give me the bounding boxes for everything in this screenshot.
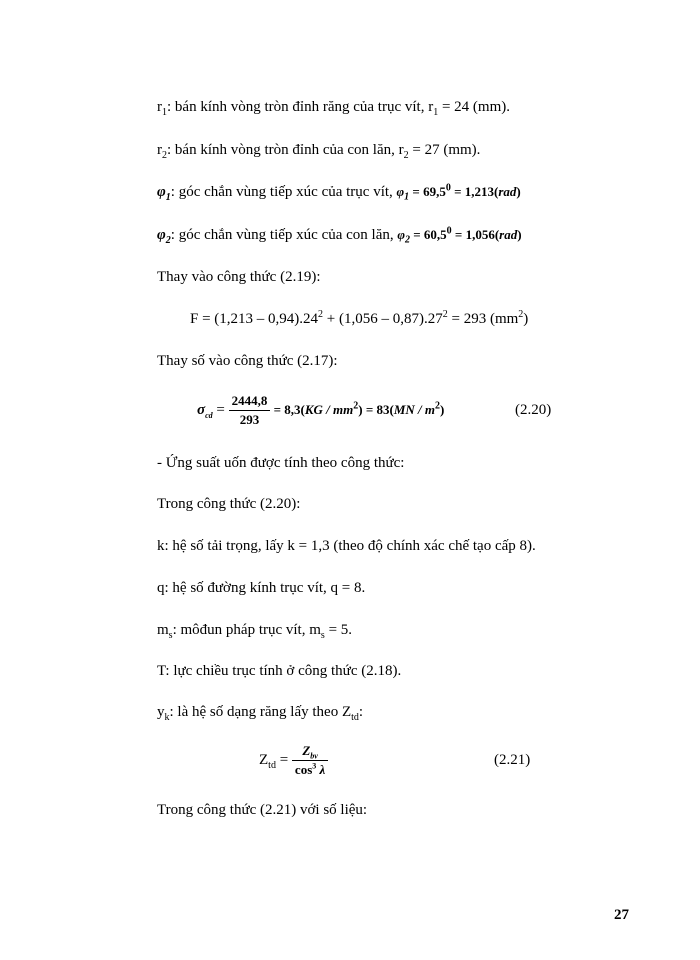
eq-2-21-num-sub: bv <box>310 751 318 761</box>
eq-2-20-numerator: 2444,8 <box>229 393 271 411</box>
substitute-2-19-text: Thay vào công thức (2.19): <box>157 269 321 285</box>
eq-2-21-denominator <box>292 761 328 778</box>
ms-symbol: m <box>157 622 169 638</box>
page-number: 27 <box>614 907 629 923</box>
formula-F-part1: F = (1,213 – 0,94).24 <box>190 311 319 327</box>
ms-symbol-sub: s <box>168 630 173 641</box>
phi2-symbol-sub: 2 <box>165 235 171 246</box>
r1-text: : bán kính vòng tròn đỉnh răng của trục vít, r <box>167 99 434 115</box>
phi1-symbol-sub: 1 <box>165 192 171 203</box>
r2-value: = 27 (mm). <box>408 142 481 158</box>
r2-text: : bán kính vòng tròn đỉnh của con lăn, r <box>167 142 404 158</box>
ms-definition <box>157 620 352 640</box>
formula-F <box>190 309 528 329</box>
yk-symbol-sub: k <box>164 712 170 723</box>
ms-text: : môđun pháp trục vít, m <box>172 622 321 638</box>
eq-2-21-num-symbol: Z <box>302 743 311 759</box>
formula-F-sup2: 2 <box>442 309 448 320</box>
eq-2-20-close: ) <box>440 402 445 417</box>
phi1-eq-sub: 1 <box>404 191 410 203</box>
eq-2-20-equals: = <box>212 402 229 418</box>
equation-2-21-label: (2.21) <box>494 752 531 768</box>
eq-2-20-denominator: 293 <box>239 412 260 428</box>
phi2-symbol: φ <box>157 227 166 243</box>
r2-symbol: r <box>157 142 162 158</box>
r1-symbol-sub: 1 <box>162 107 167 118</box>
eq-2-20-unit1-sup: 2 <box>353 400 359 412</box>
r2-value-sub: 2 <box>403 150 409 161</box>
r1-value-sub: 1 <box>433 107 439 118</box>
eq-2-21-lhs: Z <box>259 752 269 768</box>
r1-symbol: r <box>157 99 162 115</box>
eq-2-20-fraction <box>229 393 271 428</box>
ms-value: = 5. <box>324 622 353 638</box>
eq-2-20-unit2: MN / m <box>393 402 436 417</box>
eq-2-21-fraction <box>292 743 328 778</box>
phi1-definition <box>157 182 521 202</box>
eq-2-21-equals: = <box>275 752 292 768</box>
ms-value-sub: s <box>320 630 325 641</box>
yk-definition <box>157 702 363 722</box>
phi1-eq-degree: 0 <box>445 182 451 194</box>
in-formula-2-20-text: Trong công thức (2.20): <box>157 496 301 512</box>
yk-value-sub: td <box>351 712 359 723</box>
formula-F-sup1: 2 <box>318 309 324 320</box>
phi2-eq-close: ) <box>517 227 522 242</box>
r2-definition <box>157 140 480 160</box>
phi1-text: : góc chắn vùng tiếp xúc của trục vít, <box>170 184 397 200</box>
eq-2-20-result1: = 8,3( <box>270 402 305 417</box>
phi1-symbol: φ <box>157 184 166 200</box>
eq-2-20-unit1: KG / mm <box>304 402 354 417</box>
eq-2-21-den-sup: 3 <box>312 761 317 771</box>
formula-F-sup3: 2 <box>518 309 524 320</box>
eq-2-20-result2: ) = 83( <box>358 402 394 417</box>
phi1-eq-value: = 69,5 <box>409 184 446 199</box>
eq-2-20-unit2-sup: 2 <box>435 400 441 412</box>
yk-text: : là hệ số dạng răng lấy theo Z <box>169 704 352 720</box>
phi2-definition <box>157 225 522 245</box>
yk-value: : <box>358 704 364 720</box>
eq-2-21-den-lambda: λ <box>316 762 326 778</box>
phi1-eq-result: = 1,213( <box>450 184 499 199</box>
q-definition: q: hệ số đường kính trục vít, q = 8. <box>157 580 366 596</box>
phi2-eq-symbol: φ <box>397 227 405 242</box>
phi2-eq-value: = 60,5 <box>409 227 447 242</box>
substitute-2-17-text: Thay số vào công thức (2.17): <box>157 353 338 369</box>
sigma-sub: cd <box>205 411 213 420</box>
formula-F-part3: = 293 (mm <box>447 311 519 327</box>
equation-2-21 <box>259 742 328 778</box>
sigma-symbol: σ <box>197 402 206 418</box>
eq-2-21-den-cos: cos <box>294 762 313 778</box>
equation-2-20-label: (2.20) <box>515 402 552 418</box>
yk-symbol: y <box>157 704 165 720</box>
phi2-text: : góc chắn vùng tiếp xúc của con lăn, <box>170 227 398 243</box>
k-definition: k: hệ số tải trọng, lấy k = 1,3 (theo độ chính xác chế tạo cấp 8). <box>157 538 536 554</box>
phi2-eq-sub: 2 <box>404 234 410 246</box>
in-formula-2-21-text: Trong công thức (2.21) với số liệu: <box>157 802 368 818</box>
phi1-eq-close: ) <box>516 184 521 199</box>
r1-value: = 24 (mm). <box>438 99 510 115</box>
T-definition: T: lực chiều trục tính ở công thức (2.18). <box>157 663 402 679</box>
r1-definition <box>157 97 510 117</box>
phi2-eq-degree: 0 <box>446 225 452 237</box>
phi1-eq-unit: rad <box>498 184 517 199</box>
formula-F-part2: + (1,056 – 0,87).27 <box>323 311 443 327</box>
eq-2-21-numerator <box>292 743 328 761</box>
eq-2-21-lhs-sub: td <box>268 760 276 771</box>
r2-symbol-sub: 2 <box>162 150 167 161</box>
phi2-eq-unit: rad <box>499 227 518 242</box>
formula-F-part4: ) <box>523 311 529 327</box>
phi1-eq-symbol: φ <box>396 184 405 199</box>
bending-stress-text: - Ứng suất uốn được tính theo công thức: <box>157 455 405 471</box>
phi2-eq-result: = 1,056( <box>451 227 500 242</box>
equation-2-20 <box>197 392 444 428</box>
